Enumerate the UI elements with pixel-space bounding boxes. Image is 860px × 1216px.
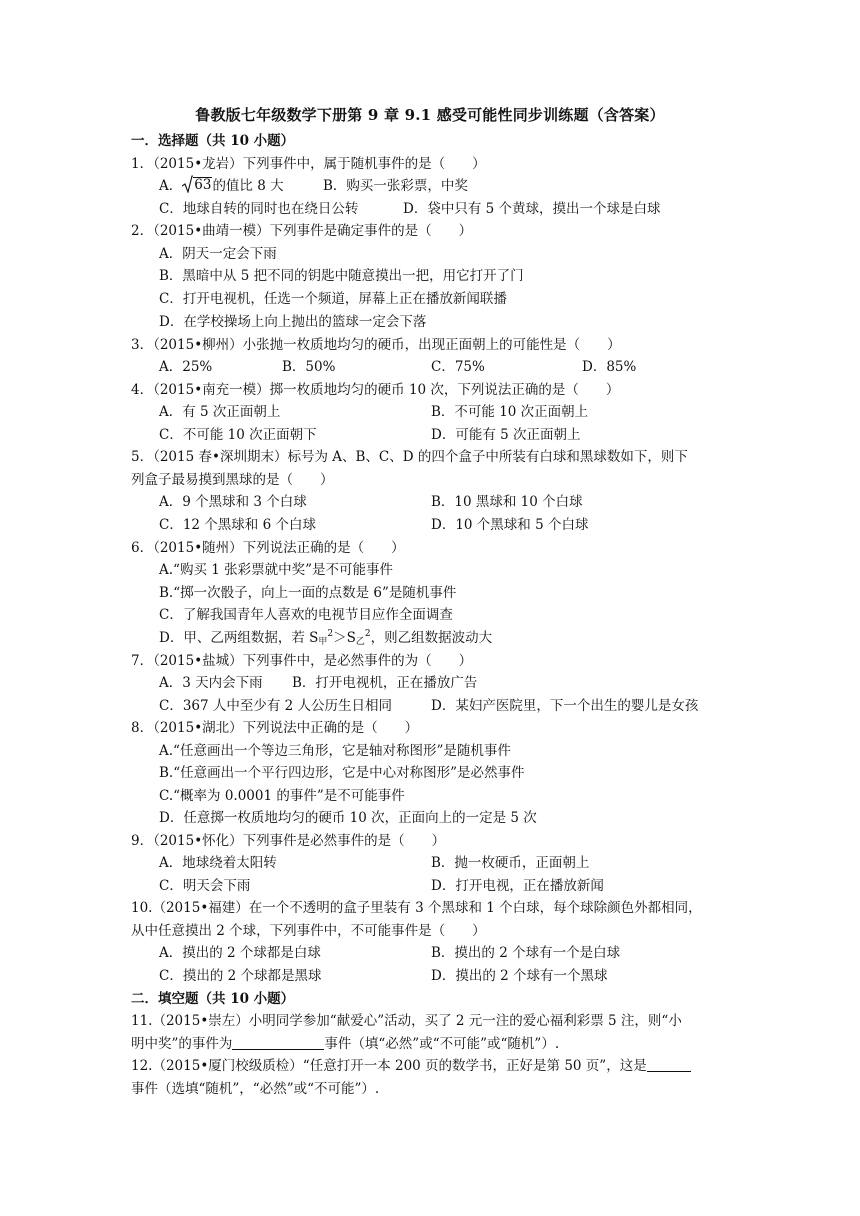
question-4-option-a: A．有 5 次正面朝上	[159, 404, 281, 420]
question-2-option-c: C．打开电视机，任选一个频道，屏幕上正在播放新闻联播	[159, 291, 507, 307]
question-1-stem: 1．（2015•龙岩）下列事件中，属于随机事件的是（ ）	[131, 156, 486, 172]
question-5-option-b: B．10 黑球和 10 个白球	[431, 494, 583, 510]
question-3-option-a: A．25%	[159, 359, 213, 375]
question-10-option-a: A．摸出的 2 个球都是白球	[159, 945, 321, 961]
section-heading-fill: 二．填空题（共 10 小题）	[131, 991, 295, 1007]
question-7-option-a: A．3 天内会下雨	[159, 675, 263, 691]
question-4-stem: 4．（2015•南充一模）掷一枚质地均匀的硬币 10 次，下列说法正确的是（ ）	[131, 382, 620, 398]
question-10-option-b: B．摸出的 2 个球有一个是白球	[431, 945, 621, 961]
question-12-line-2: 事件（选填“随机”，“必然”或“不可能”）.	[131, 1081, 380, 1097]
question-2-option-b: B．黑暗中从 5 把不同的钥匙中随意摸出一把，用它打开了门	[159, 268, 524, 284]
question-4-option-b: B．不可能 10 次正面朝上	[431, 404, 589, 420]
answer-blank[interactable]	[232, 1035, 324, 1050]
question-2-option-d: D．在学校操场上向上抛出的篮球一定会下落	[159, 314, 427, 330]
question-6-option-b: B.“掷一次骰子，向上一面的点数是 6”是随机事件	[159, 585, 457, 601]
answer-blank[interactable]	[647, 1057, 691, 1072]
question-10-option-c: C．摸出的 2 个球都是黑球	[159, 968, 322, 984]
question-3-option-b: B．50%	[282, 359, 336, 375]
question-7-stem: 7．（2015•盐城）下列事件中，是必然事件的为（ ）	[131, 653, 473, 669]
question-7-option-c: C．367 人中至少有 2 人公历生日相同	[159, 698, 393, 714]
question-6-option-d: D．甲、乙两组数据，若 $S_甲^2>S_乙^2$，则乙组数据波动大	[159, 629, 493, 647]
question-4-option-c: C．不可能 10 次正面朝下	[159, 427, 317, 443]
question-2-option-a: A．阴天一定会下雨	[159, 246, 277, 262]
question-1-option-a: A． 63 的值比 8 大	[159, 177, 284, 194]
question-8-option-b: B.“任意画出一个平行四边形，它是中心对称图形”是必然事件	[159, 765, 525, 781]
question-8-option-c: C.“概率为 0.0001 的事件”是不可能事件	[159, 788, 405, 804]
question-6-stem: 6．（2015•随州）下列说法正确的是（ ）	[131, 540, 405, 556]
question-9-stem: 9．（2015•怀化）下列事件是必然事件的是（ ）	[131, 833, 446, 849]
question-3-option-d: D．85%	[582, 359, 637, 375]
question-7-option-d: D．某妇产医院里，下一个出生的婴儿是女孩	[431, 698, 699, 714]
question-1-option-b: B．购买一张彩票，中奖	[323, 178, 468, 194]
question-5-option-c: C．12 个黑球和 6 个白球	[159, 517, 316, 533]
question-11-line-2: 明中奖”的事件为 事件（填“必然”或“不可能”或“随机”）.	[131, 1036, 560, 1052]
question-9-option-a: A．地球绕着太阳转	[159, 855, 277, 871]
question-3-option-c: C．75%	[431, 359, 485, 375]
question-10-option-d: D．摸出的 2 个球有一个黑球	[431, 968, 608, 984]
question-8-option-d: D．任意掷一枚质地均匀的硬币 10 次，正面向上的一定是 5 次	[159, 810, 537, 826]
question-7-option-b: B．打开电视机，正在播放广告	[292, 675, 478, 691]
question-1-option-c: C．地球自转的同时也在绕日公转	[159, 201, 359, 217]
question-1-option-d: D．袋中只有 5 个黄球，摸出一个球是白球	[403, 201, 661, 217]
question-2-stem: 2．（2015•曲靖一模）下列事件是确定事件的是（ ）	[131, 223, 473, 239]
sqrt-symbol-icon: 63	[182, 175, 212, 193]
question-5-stem: 5．（2015 春•深圳期末）标号为 A、B、C、D 的四个盒子中所装有白球和黑球数如下，则下	[131, 449, 688, 465]
question-8-option-a: A.“任意画出一个等边三角形，它是轴对称图形”是随机事件	[159, 743, 511, 759]
page-title: 鲁教版七年级数学下册第 9 章 9.1 感受可能性同步训练题（含答案）	[195, 106, 665, 124]
question-6-option-c: C．了解我国青年人喜欢的电视节目应作全面调查	[159, 607, 453, 623]
question-5-option-a: A．9 个黑球和 3 个白球	[159, 494, 307, 510]
question-10-stem: 10.（2015•福建）在一个不透明的盒子里装有 3 个黑球和 1 个白球，每个球除颜色外都相同，	[131, 900, 702, 916]
question-9-option-b: B．抛一枚硬币，正面朝上	[431, 855, 590, 871]
question-4-option-d: D．可能有 5 次正面朝上	[431, 427, 581, 443]
question-9-option-d: D．打开电视，正在播放新闻	[431, 878, 604, 894]
question-10-stem-cont: 从中任意摸出 2 个球，下列事件中，不可能事件是（ ）	[131, 923, 486, 939]
question-5-option-d: D．10 个黑球和 5 个白球	[431, 517, 589, 533]
question-3-stem: 3．（2015•柳州）小张抛一枚质地均匀的硬币，出现正面朝上的可能性是（ ）	[131, 337, 621, 353]
question-9-option-c: C．明天会下雨	[159, 878, 251, 894]
question-12-line-1: 12.（2015•厦门校级质检）“任意打开一本 200 页的数学书，正好是第 50 页”，这是	[131, 1054, 691, 1074]
question-6-option-a: A.“购买 1 张彩票就中奖”是不可能事件	[159, 562, 394, 578]
question-5-stem-cont: 列盒子最易摸到黑球的是（ ）	[131, 472, 334, 488]
section-heading-choice: 一．选择题（共 10 小题）	[131, 133, 295, 149]
question-11-line-1: 11.（2015•崇左）小明同学参加“献爱心”活动，买了 2 元一注的爱心福利彩票 5 注，则“小	[131, 1013, 682, 1029]
question-8-stem: 8．（2015•湖北）下列说法中正确的是（ ）	[131, 720, 419, 736]
